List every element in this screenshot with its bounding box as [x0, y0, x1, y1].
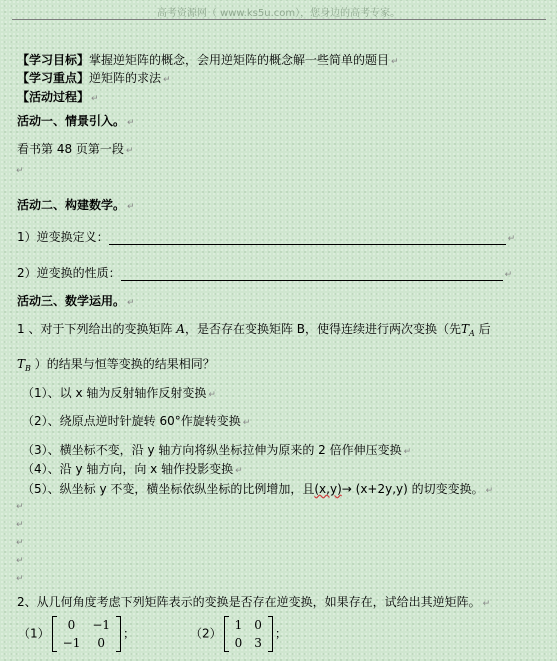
property-label: 2）逆变换的性质：: [17, 266, 121, 280]
matrix-1: [52, 616, 121, 652]
matrix-2: [224, 616, 273, 652]
matrix-cell: 0: [97, 636, 106, 650]
sub-item-text-a: （5）、纵坐标 y 不变，横坐标依纵坐标的比例增加，且: [22, 482, 315, 496]
empty-paragraph-mark: ↵: [16, 538, 24, 548]
problem1-text-d: ）的结果与恒等变换的结果相同？: [34, 357, 215, 371]
paragraph-mark: ↵: [163, 75, 171, 85]
definition-blank[interactable]: [109, 244, 506, 245]
activity2-title: [17, 196, 135, 213]
problem1-text-b: ，是否存在变换矩阵 B，使得连续进行两次变换（先: [184, 322, 462, 336]
page-header: 高考资源网（ www.ks5u.com），您身边的高考专家。: [156, 8, 401, 19]
paragraph-mark: ↵: [127, 202, 135, 212]
activity1-title-text: 活动一、情景引入。: [17, 114, 126, 128]
empty-paragraph-mark: ↵: [16, 556, 24, 566]
sub-item-text-c: → (x+2y,y) 的切变变换。: [341, 482, 484, 496]
objective-tag: 【学习目标】: [17, 53, 90, 67]
matrix-cell: 3: [254, 636, 262, 650]
t-a-symbol: T: [461, 322, 470, 336]
paragraph-mark: ↵: [391, 57, 399, 67]
matrix-a-symbol: A: [176, 322, 185, 336]
definition-label: 1）逆变换定义：: [17, 230, 109, 244]
separator: ；: [123, 626, 136, 641]
paragraph-mark: ↵: [482, 599, 491, 609]
spellcheck-underlined-text: (x,y): [314, 482, 342, 496]
problem1-text-a: 1 、对于下列给出的变换矩阵: [17, 322, 173, 336]
matrix-1-label: （1）: [18, 626, 50, 641]
t-b-symbol: T: [17, 357, 26, 371]
empty-paragraph-mark: ↵: [16, 166, 24, 176]
sub-item-text: （4）、沿 y 轴方向，向 x 轴作投影变换: [22, 462, 234, 476]
problem1-line1: [17, 320, 491, 338]
matrix-2-label: （2）: [190, 626, 222, 641]
focus-tag: 【学习重点】: [17, 71, 90, 85]
problem2: [17, 593, 490, 610]
focus-line: [17, 69, 171, 86]
matrix-cell: −1: [62, 636, 81, 650]
activity1-text: [17, 140, 133, 157]
paragraph-mark: ↵: [127, 298, 135, 308]
separator: ；: [274, 626, 287, 641]
matrix-cell: 0: [254, 618, 262, 632]
activity3-title: [17, 292, 135, 309]
process-tag: 【活动过程】: [17, 90, 90, 104]
activity3-title-text: 活动三、数学运用。: [17, 294, 126, 308]
empty-paragraph-mark: ↵: [16, 520, 24, 530]
objective-line: [17, 51, 399, 68]
paragraph-mark: ↵: [485, 486, 494, 496]
focus-text: 逆矩阵的求法: [89, 71, 162, 85]
t-a-subscript: A: [469, 329, 475, 338]
sub-item-text: （1）、以 x 轴为反射轴作反射变换: [22, 386, 207, 400]
matrix-cell: 0: [234, 636, 243, 650]
paragraph-mark: ↵: [504, 270, 513, 280]
matrix-2-item: [190, 616, 287, 652]
header-divider: [12, 19, 546, 20]
t-b-subscript: B: [25, 364, 31, 373]
sub-item-3: [22, 441, 411, 458]
property-question: [17, 264, 512, 281]
sub-item-text: （2）、绕原点逆时针旋转 60°作旋转变换: [22, 414, 241, 428]
paragraph-mark: ↵: [235, 466, 243, 476]
paragraph-mark: ↵: [242, 418, 251, 428]
matrix-cell: 0: [67, 618, 76, 632]
paragraph-mark: ↵: [125, 146, 134, 156]
empty-paragraph-mark: ↵: [16, 574, 24, 584]
paragraph-mark: ↵: [208, 390, 216, 400]
activity1-title: [17, 112, 135, 129]
empty-paragraph-mark: ↵: [16, 502, 24, 512]
problem1-line2: [17, 355, 215, 373]
definition-question: [17, 228, 515, 245]
objective-text: 掌握逆矩阵的概念，会用逆矩阵的概念解一些简单的题目: [89, 53, 390, 67]
sub-item-text: （3）、横坐标不变，沿 y 轴方向将纵坐标拉伸为原来的 2 倍作伸压变换: [22, 443, 402, 457]
matrix-cell: −1: [92, 618, 111, 632]
problem1-text-c: 后: [478, 322, 491, 336]
process-line: [17, 88, 99, 105]
sub-item-1: [22, 384, 216, 401]
sub-item-4: [22, 460, 243, 477]
paragraph-mark: ↵: [403, 447, 412, 457]
sub-item-5: [22, 480, 493, 497]
matrix-cell: 1: [234, 618, 243, 632]
activity1-text-content: 看书第 48 页第一段: [17, 142, 124, 156]
matrix-1-item: [18, 616, 135, 652]
paragraph-mark: ↵: [91, 94, 99, 104]
sub-item-2: [22, 412, 250, 429]
paragraph-mark: ↵: [507, 234, 516, 244]
activity2-title-text: 活动二、构建数学。: [17, 198, 126, 212]
paragraph-mark: ↵: [127, 118, 135, 128]
problem2-text: 2、从几何角度考虑下列矩阵表示的变换是否存在逆变换，如果存在，试给出其逆矩阵。: [17, 595, 481, 609]
property-blank[interactable]: [121, 280, 503, 281]
